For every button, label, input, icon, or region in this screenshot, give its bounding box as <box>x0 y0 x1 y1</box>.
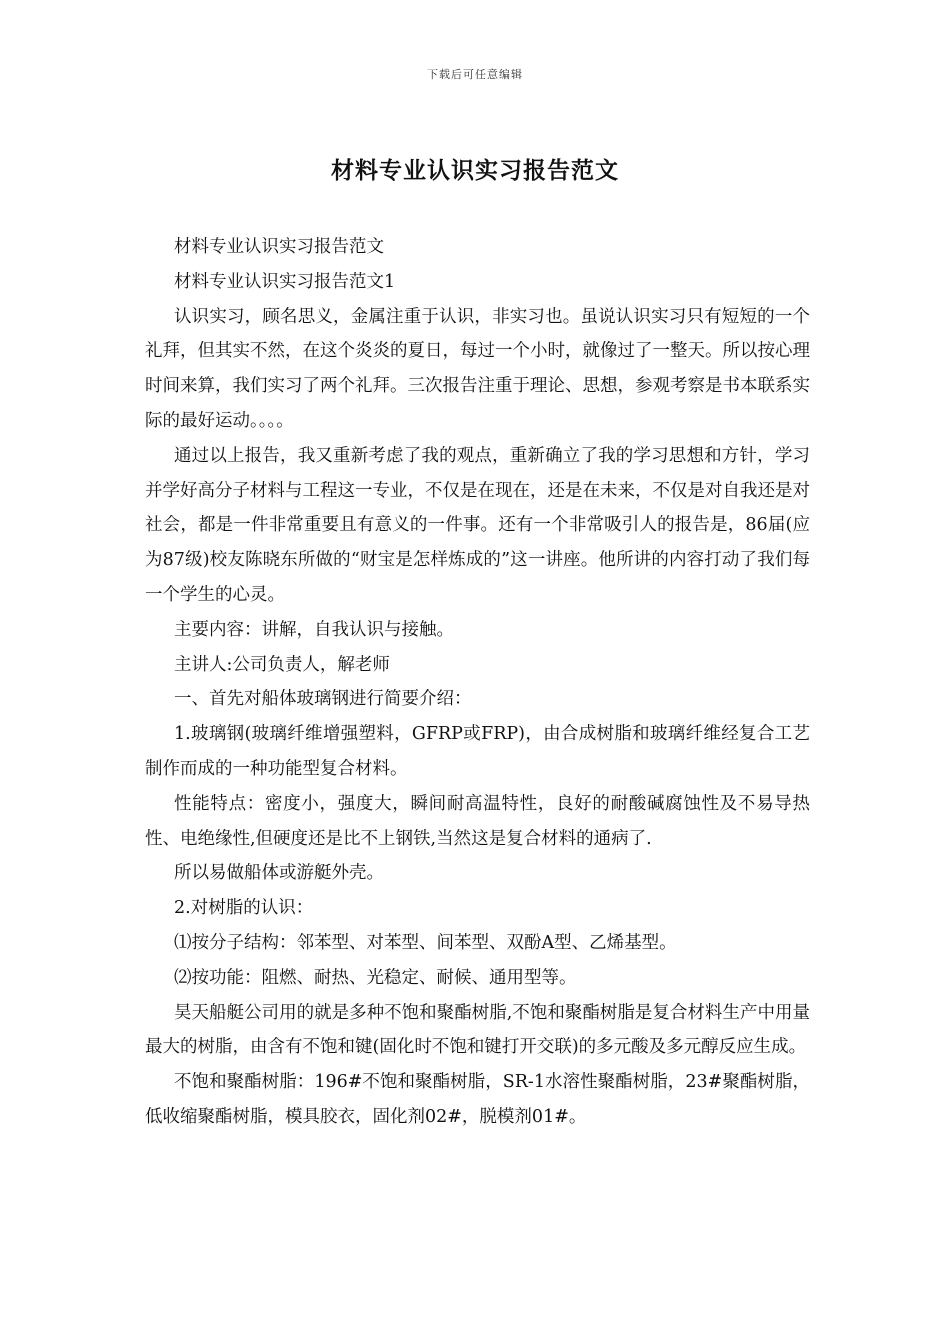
paragraph-subtitle-1: 材料专业认识实习报告范文1 <box>174 271 396 292</box>
document-title: 材料专业认识实习报告范文 <box>331 157 619 184</box>
document-body <box>145 230 810 1135</box>
paragraph-speaker: 主讲人:公司负责人，解老师 <box>174 654 390 675</box>
paragraph-company-resin: 昊天船艇公司用的就是多种不饱和聚酯树脂,不饱和聚酯树脂是复合材料生产中用量最大的树脂，由含有不饱和键(固化时不饱和键打开交联)的多元酸及多元醇反应生成。 <box>145 1002 810 1058</box>
paragraph-resin-heading: 2.对树脂的认识： <box>174 898 314 919</box>
paragraph-section-heading: 一、首先对船体玻璃钢进行简要介绍： <box>174 689 472 710</box>
paragraph-usage: 所以易做船体或游艇外壳。 <box>174 863 384 884</box>
paragraph-reflection: 通过以上报告，我又重新考虑了我的观点，重新确立了我的学习思想和方针，学习并学好高分子材料与工程这一专业，不仅是在现在，还是在未来，不仅是对自我还是对社会，都是一件非常重要且有意义的一件事。还有一个非常吸引人的报告是，86届(应为87级)校友陈晓东所做的“财宝是怎样炼成的”这一讲座。他所讲的内容打动了我们每一个学生的心灵。 <box>145 445 810 605</box>
paragraph-intro: 认识实习，顾名思义，金属注重于认识，非实习也。虽说认识实习只有短短的一个礼拜，但其实不然，在这个炎炎的夏日，每过一个小时，就像过了一整天。所以按心理时间来算，我们实习了两个礼拜。三次报告注重于理论、思想，参观考察是书本联系实际的最好运动。。。。 <box>145 306 810 431</box>
paragraph-properties: 性能特点：密度小，强度大，瞬间耐高温特性，良好的耐酸碱腐蚀性及不易导热性、电绝缘性,但硬度还是比不上钢铁,当然这是复合材料的通病了. <box>145 793 810 849</box>
paragraph-frp-definition: 1.玻璃钢(玻璃纤维增强塑料，GFRP或FRP)，由合成树脂和玻璃纤维经复合工艺制作而成的一种功能型复合材料。 <box>145 724 810 779</box>
paragraph-resin-function: ⑵按功能：阻燃、耐热、光稳定、耐候、通用型等。 <box>174 967 577 988</box>
paragraph-resin-list: 不饱和聚酯树脂：196#不饱和聚酯树脂，SR-1水溶性聚酯树脂，23#聚酯树脂，低收缩聚酯树脂，模具胶衣，固化剂02#，脱模剂01#。 <box>145 1072 810 1127</box>
paragraph-main-content: 主要内容：讲解，自我认识与接触。 <box>174 619 454 640</box>
header-note: 下载后可任意编辑 <box>427 68 523 81</box>
paragraph-resin-structure: ⑴按分子结构：邻苯型、对苯型、间苯型、双酚A型、乙烯基型。 <box>174 932 677 953</box>
paragraph-subtitle: 材料专业认识实习报告范文 <box>174 237 384 257</box>
